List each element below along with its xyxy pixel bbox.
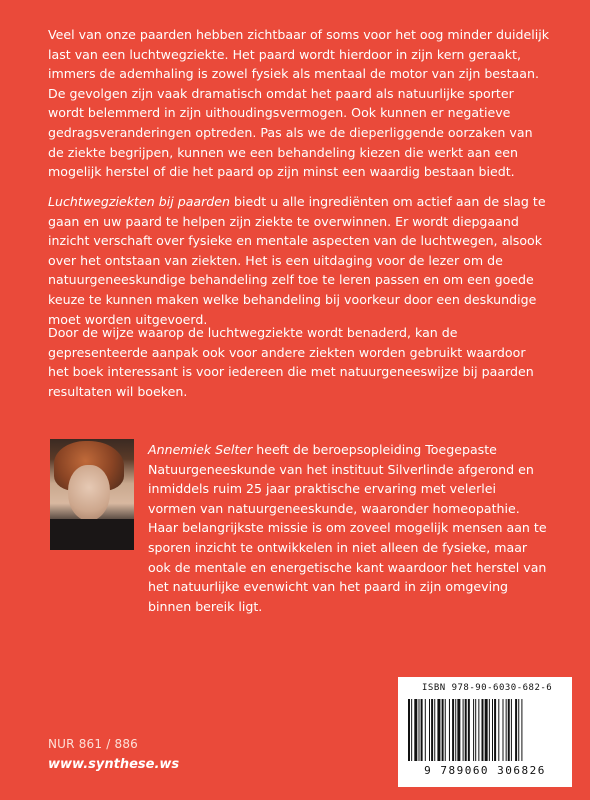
- barcode-stripe: [414, 699, 417, 761]
- barcode-stripe: [408, 699, 410, 761]
- barcode-stripe: [492, 699, 493, 761]
- barcode-stripe: [449, 699, 450, 761]
- barcode-stripe: [521, 699, 522, 761]
- audience-paragraph: Door de wijze waarop de luchtwegziekte wordt benaderd, kan de gepresenteerde aanpak ook voor andere ziekten worden gebruikt waardoor het boek interessant is voor iedereen die met natuurgeneeswijze bij paarden resultaten wil boeken.: [48, 325, 534, 399]
- barcode-stripe: [506, 699, 507, 761]
- barcode-stripe: [445, 699, 446, 761]
- barcode-stripe: [489, 699, 490, 761]
- barcode-stripe: [463, 699, 464, 761]
- barcode-stripe: [508, 699, 510, 761]
- nur-code: NUR 861 / 886: [48, 737, 138, 751]
- barcode-stripe: [511, 699, 512, 761]
- barcode-stripe: [421, 699, 423, 761]
- barcode-stripe: [468, 699, 470, 761]
- isbn-label: ISBN 978-90-6030-682-6: [422, 683, 553, 693]
- barcode-stripe: [431, 699, 433, 761]
- barcode-stripe: [452, 699, 454, 761]
- author-name: Annemiek Selter: [148, 442, 253, 457]
- barcode-stripe: [437, 699, 440, 761]
- barcode-stripe: [455, 699, 456, 761]
- book-description-paragraph: [48, 192, 550, 329]
- barcode-bars: [406, 699, 564, 761]
- barcode-stripe: [429, 699, 430, 761]
- barcode-stripe: [515, 699, 517, 761]
- barcode-stripe: [425, 699, 426, 761]
- barcode-stripe: [478, 699, 479, 761]
- barcode-stripe: [457, 699, 460, 761]
- barcode-stripe: [442, 699, 444, 761]
- barcode-stripe: [411, 699, 412, 761]
- intro-paragraph: Veel van onze paarden hebben zichtbaar of soms voor het oog minder duidelijk last van een luchtwegziekte. Het paard wordt hierdoor in zijn kern geraakt, immers de ademhaling is zowel fysiek als mentaal de motor van zijn bestaan. De gevolgen zijn vaak dramatisch omdat het paard als natuurlijke sporter wordt belemmerd in zijn uithoudingsvermogen. Ook kunnen er negatieve gedragsveranderingen optreden. Pas als we de dieperliggende oorzaken van de ziekte begrijpen, kunnen we een behandeling kiezen die werkt aan een mogelijk herstel of die het paard op zijn minst een waardig bestaan biedt.: [48, 27, 550, 180]
- book-description-text: biedt u alle ingrediënten om actief aan de slag te gaan en uw paard te helpen zijn ziekte te overwinnen. Er wordt diepgaand inzicht verschaft over fysieke en mentale aspecten van de luchtwegen, alsook over het ontstaan van ziekten. Het is een uitdaging voor de lezer om de natuurgeneeskundige behandeling zelf toe te leren passen en om een goede keuze te kunnen maken welke behandeling bij voorkeur door een deskundige moet worden uitgevoerd.: [48, 194, 546, 327]
- barcode: [398, 677, 572, 787]
- book-title: Luchtwegziekten bij paarden: [48, 194, 231, 209]
- barcode-stripe: [518, 699, 519, 761]
- author-bio-text: heeft de beroepsopleiding Toegepaste Natuurgeneeskunde van het instituut Silverlinde afgerond en inmiddels ruim 25 jaar praktische ervaring met velerlei vormen van natuurgeneeskunde, waaronder homeopathie. Haar belangrijkste missie is om zoveel mogelijk mensen aan te sporen inzicht te ontwikkelen in niet alleen de fysieke, maar ook de mentale en energetische kant waardoor het herstel van het natuurlijke evenwicht van het paard in zijn omgeving binnen bereik ligt.: [148, 442, 547, 614]
- barcode-stripe: [482, 699, 484, 761]
- barcode-stripe: [475, 699, 476, 761]
- barcode-stripe: [503, 699, 504, 761]
- author-photo: [50, 439, 134, 550]
- barcode-stripe: [419, 699, 420, 761]
- barcode-stripe: [485, 699, 488, 761]
- barcode-stripe: [473, 699, 474, 761]
- publisher-website: www.synthese.ws: [48, 757, 180, 772]
- barcode-stripe: [434, 699, 435, 761]
- author-bio: [148, 440, 548, 616]
- barcode-stripe: [494, 699, 496, 761]
- barcode-stripe: [465, 699, 467, 761]
- barcode-number: 9 789060 306826: [424, 764, 546, 777]
- barcode-stripe: [498, 699, 499, 761]
